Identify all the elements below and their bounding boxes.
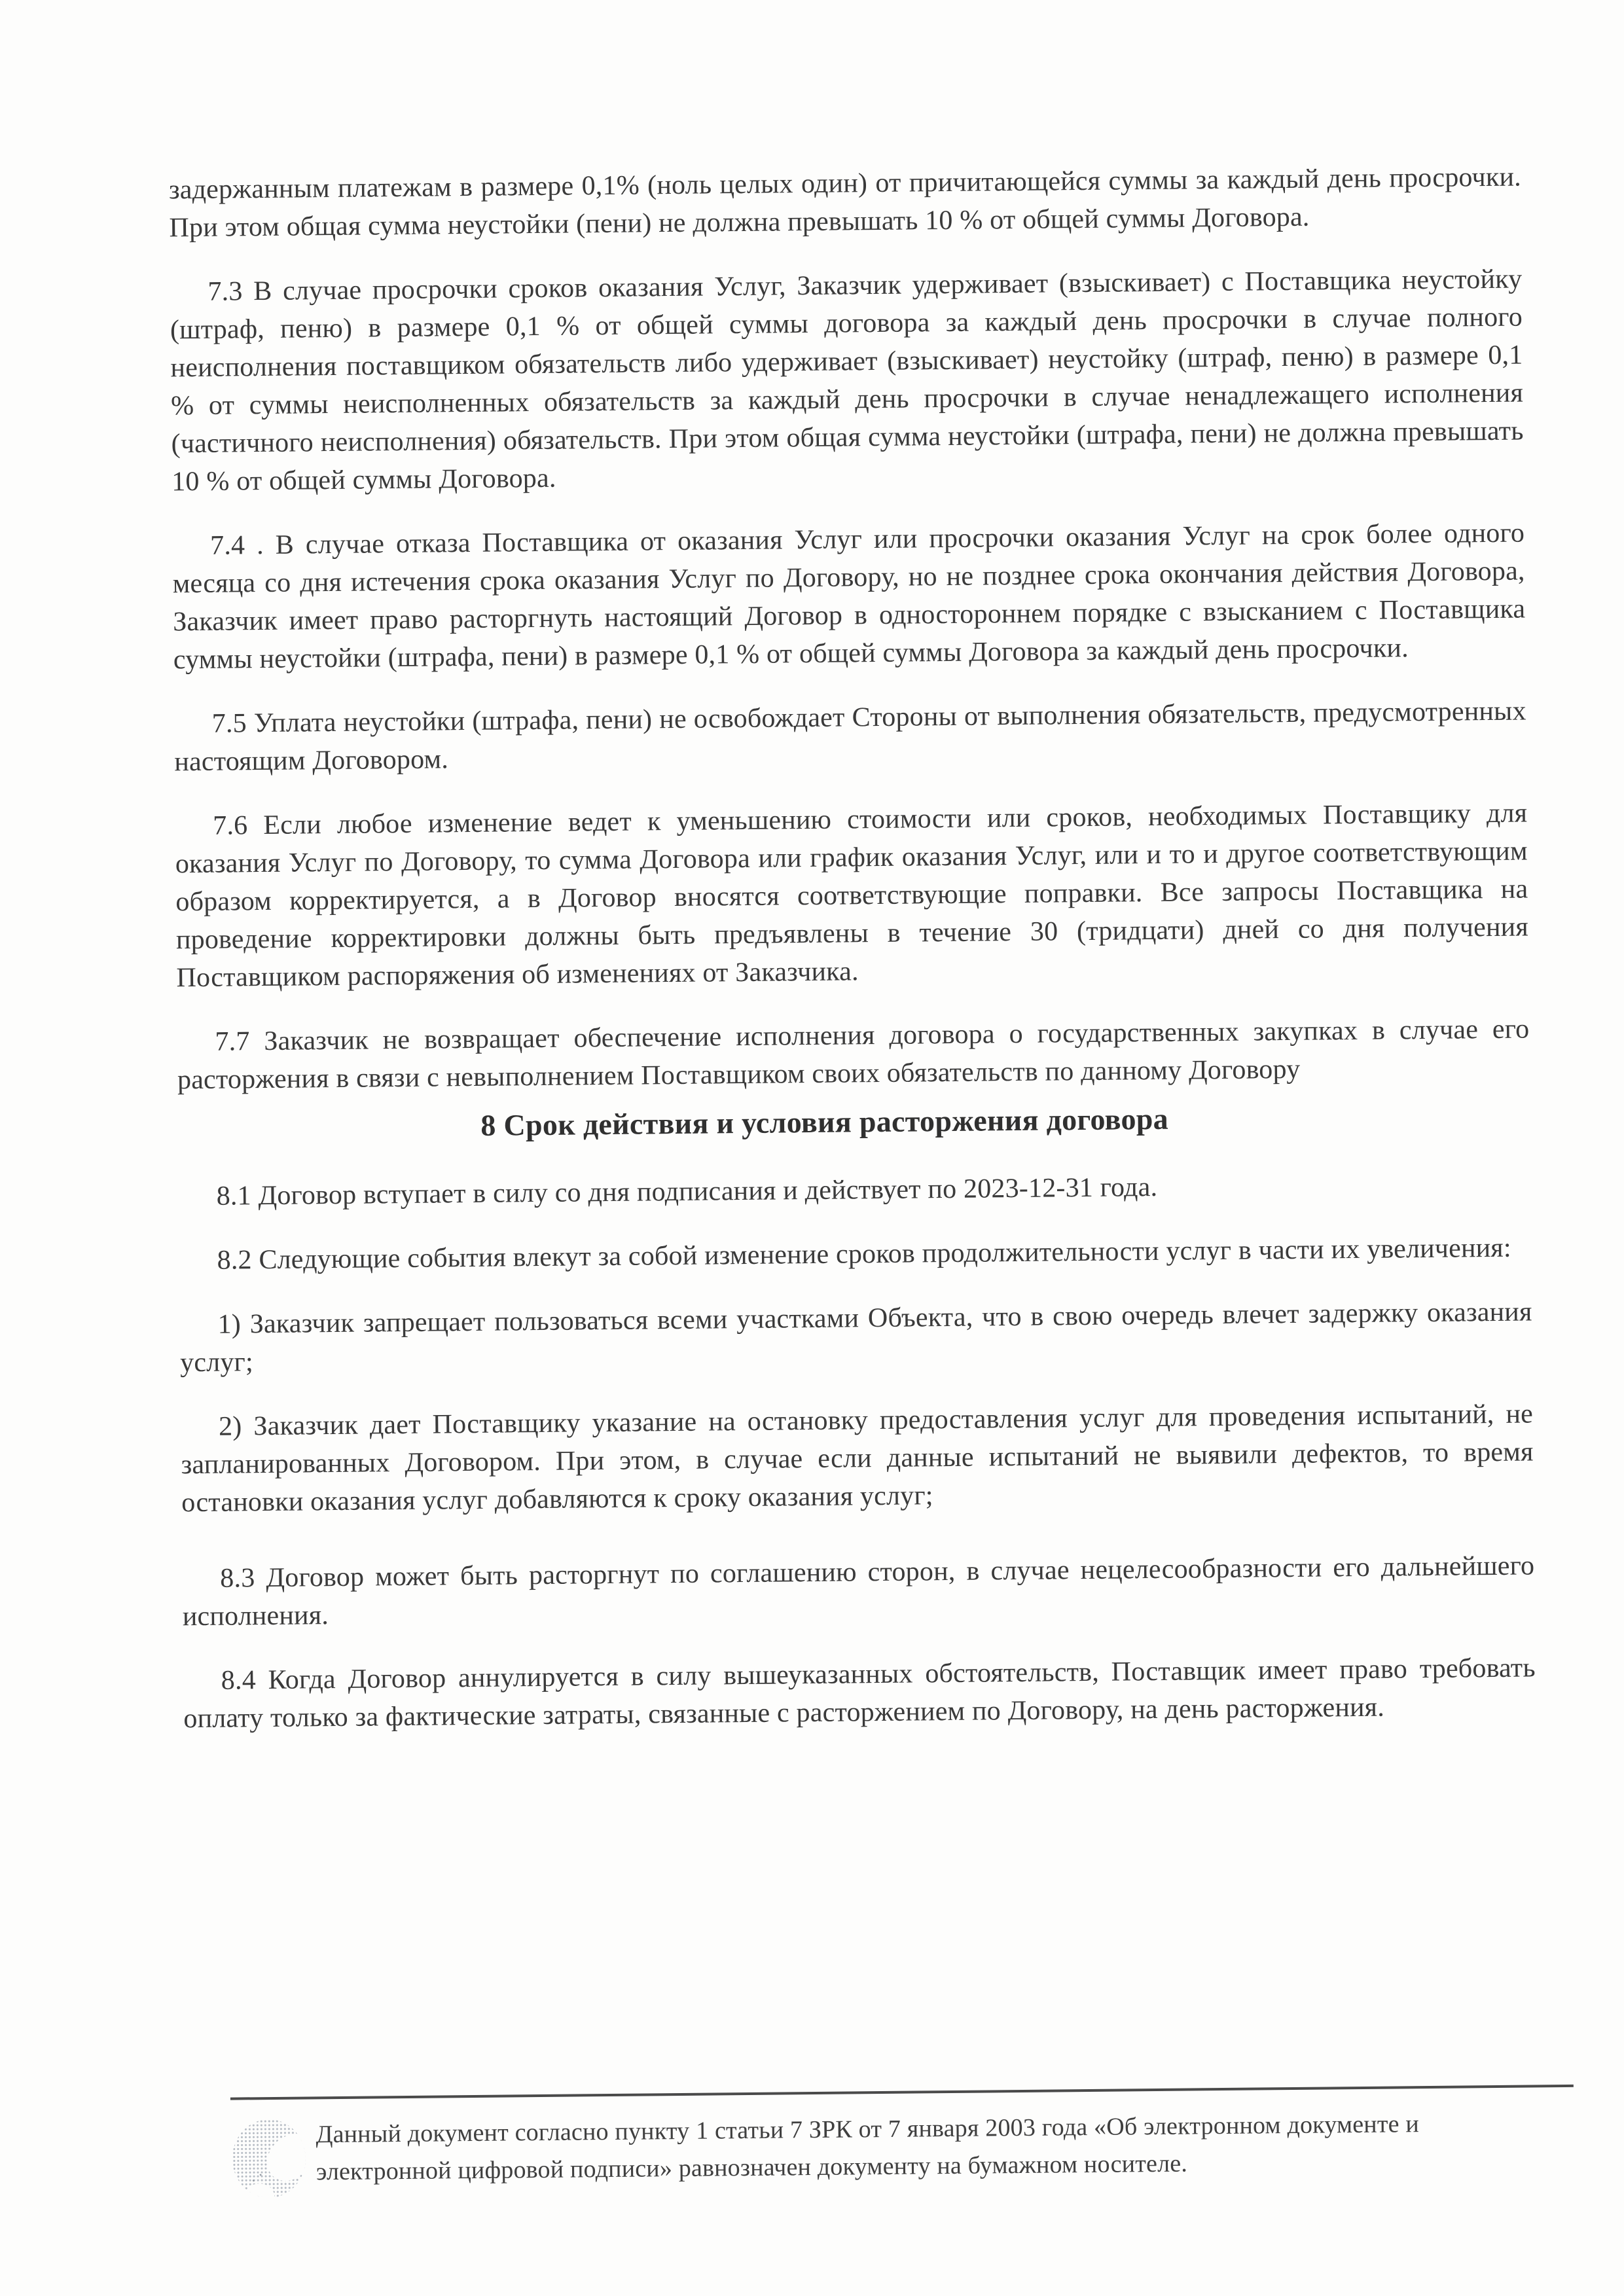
footer-note <box>316 2104 1574 2191</box>
clause-8-2-item-1: 1) Заказчик запрещает пользоваться всеми участками Объекта, что в свою очередь влечет задержку оказания услуг; <box>179 1297 1532 1378</box>
clause-7-5: 7.5 Уплата неустойки (штрафа, пени) не освобождает Стороны от выполнения обязательств, предусмотренных настоящим Договором. <box>174 696 1526 778</box>
digital-signature-stamp-icon <box>232 2119 306 2198</box>
clause-7-4: 7.4 . В случае отказа Поставщика от оказания Услуг или просрочки оказания Услуг на срок более одного месяца со дня истечения срока оказания Услуг по Договору, но не позднее срока окончания действия Договора, Заказчик имеет право расторгнуть настоящий Договор в одностороннем порядке с взысканием с Поставщика суммы неустойки (штрафа, пени) в размере 0,1 % от общей суммы Договора за каждый день просрочки. <box>172 518 1526 675</box>
clause-7-7: 7.7 Заказчик не возвращает обеспечение исполнения договора о государственных закупках в случае его расторжения в связи с невыполнением Поставщиком своих обязательств по данному Договору <box>177 1014 1530 1096</box>
footer-note-line: Данный документ согласно пункту 1 статьи 7 ЗРК от 7 января 2003 года «Об электронном документе и <box>316 2110 1420 2149</box>
footer-note-line: электронной цифровой подписи» равнозначен документу на бумажном носителе. <box>316 2149 1188 2186</box>
section-8-heading: 8 Срок действия и условия расторжения договора <box>480 1102 1169 1142</box>
clause-8-1: 8.1 Договор вступает в силу со дня подписания и действует по 2023-12-31 года. <box>216 1172 1158 1211</box>
clause-7-2-continuation: задержанным платежам в размере 0,1% (ноль целых один) от причитающейся суммы за каждый день просрочки. При этом общая сумма неустойки (пени) не должна превышать 10 % от общей суммы Договора. <box>168 162 1522 243</box>
clause-8-2-item-2: 2) Заказчик дает Поставщику указание на остановку предоставления услуг для проведения испытаний, не запланированных Договором. При этом, в случае если данные испытаний не выявили дефектов, то время остановки оказания услуг добавляются к сроку оказания услуг; <box>181 1399 1534 1518</box>
footer-divider <box>230 2085 1574 2100</box>
clause-7-6: 7.6 Если любое изменение ведет к уменьшению стоимости или сроков, необходимых Поставщику для оказания Услуг по Договору, то сумма Договора или график оказания Услуг, или и то и другое соответствующим образом корректируется, а в Договор вносятся соответствующие поправки. Все запросы Поставщика на проведение корректировки должны быть предъявлены в течение 30 (тридцати) дней со дня получения Поставщиком распоряжения об изменениях от Заказчика. <box>175 798 1529 994</box>
clause-7-3: 7.3 В случае просрочки сроков оказания Услуг, Заказчик удерживает (взыскивает) с Поставщика неустойку (штраф, пеню) в размере 0,1 % от общей суммы договора за каждый день просрочки в случае полного неисполнения поставщиком обязательств либо удерживает (взыскивает) неустойку (штраф, пеню) в размере 0,1 % от суммы неисполненных обязательств за каждый день просрочки в случае ненадлежащего исполнения (частичного неисполнения) обязательств. При этом общая сумма неустойки (штрафа, пени) не должна превышать 10 % от общей суммы Договора. <box>170 264 1524 497</box>
clause-8-4: 8.4 Когда Договор аннулируется в силу вышеуказанных обстоятельств, Поставщик имеет право требовать оплату только за фактические затраты, связанные с расторжением по Договору, на день расторжения. <box>183 1653 1536 1734</box>
footer-body <box>230 2104 1574 2209</box>
footer <box>230 2085 1575 2209</box>
clause-8-2: 8.2 Следующие события влекут за собой изменение сроков продолжительности услуг в части их увеличения: <box>217 1232 1511 1276</box>
clause-8-3: 8.3 Договор может быть расторгнут по соглашению сторон, в случае нецелесообразности его дальнейшего исполнения. <box>182 1551 1535 1632</box>
stamp-glyphs: ᛫᛫ <box>246 2166 270 2190</box>
contract-body <box>169 158 1536 1765</box>
